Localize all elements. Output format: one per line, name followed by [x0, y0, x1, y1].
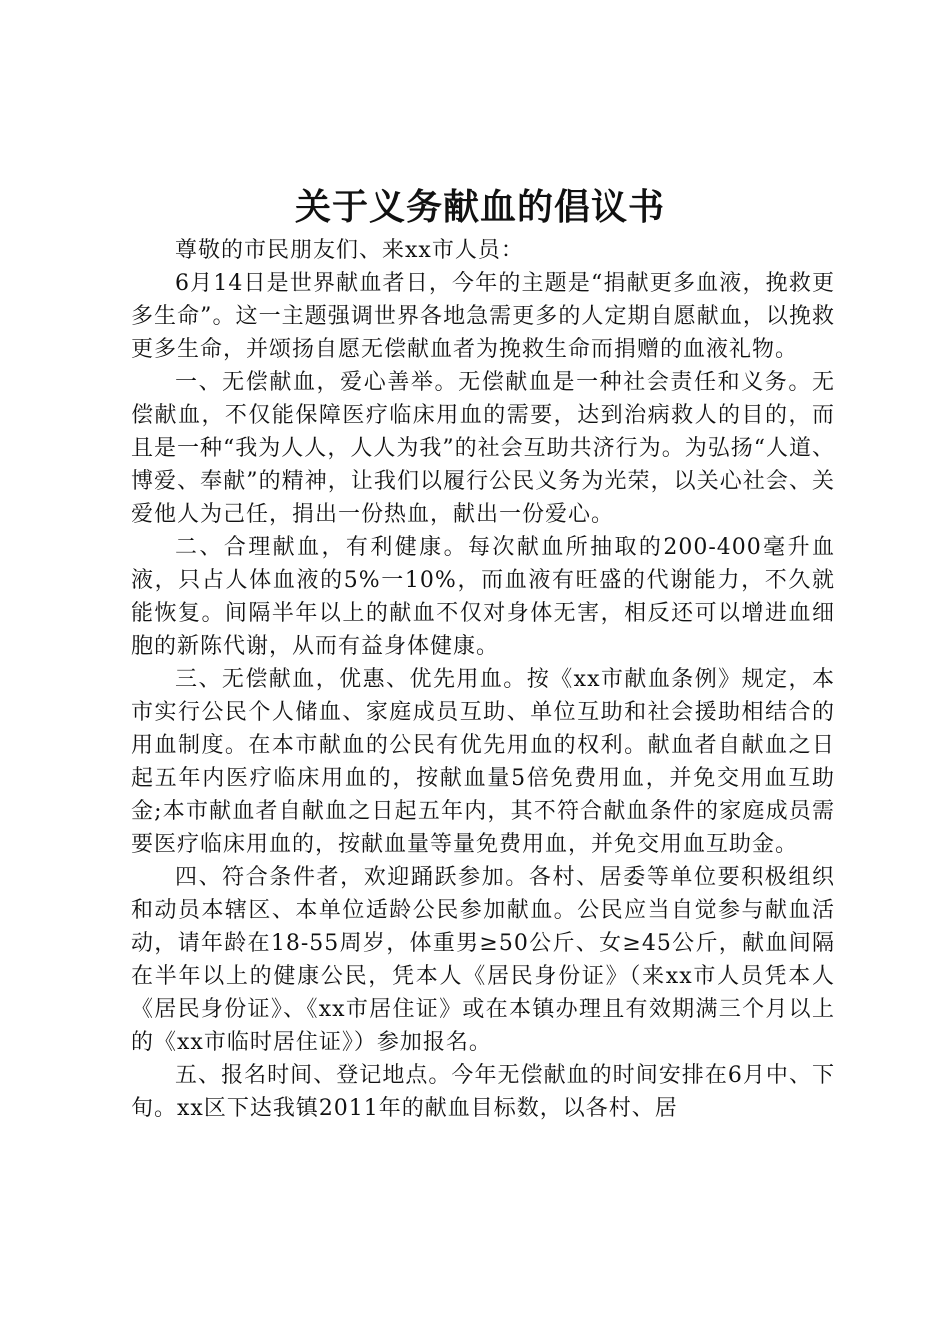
paragraph-section-4: 四、符合条件者，欢迎踊跃参加。各村、居委等单位要积极组织和动员本辖区、本单位适龄公民参加献血。公民应当自觉参与献血活动，请年龄在18-55周岁，体重男≥50公斤、女≥45公斤，献血间隔在半年以上的健康公民，凭本人《居民身份证》（来xx市人员凭本人《居民身份证》、《xx市居住证》或在本镇办理且有效期满三个月以上的《xx市临时居住证》）参加报名。 — [131, 865, 835, 1055]
paragraph-section-1: 一、无偿献血，爱心善举。无偿献血是一种社会责任和义务。无偿献血，不仅能保障医疗临床用血的需要，达到治病救人的目的，而且是一种“我为人人，人人为我”的社会互助共济行为。为弘扬“人道、博爱、奉献”的精神，让我们以履行公民义务为光荣，以关心社会、关爱他人为己任，捐出一份热血，献出一份爱心。 — [131, 370, 835, 527]
paragraph-intro: 6月14日是世界献血者日，今年的主题是“捐献更多血液，挽救更多生命”。这一主题强调世界各地急需更多的人定期自愿献血，以挽救更多生命，并颂扬自愿无偿献血者为挽救生命而捐赠的血液礼物。 — [131, 271, 835, 362]
paragraph-section-2: 二、合理献血，有利健康。每次献血所抽取的200-400毫升血液，只占人体血液的5%一10%，而血液有旺盛的代谢能力，不久就能恢复。间隔半年以上的献血不仅对身体无害，相反还可以增进血细胞的新陈代谢，从而有益身体健康。 — [131, 535, 835, 659]
document-title: 关于义务献血的倡议书 — [294, 187, 665, 228]
paragraph-section-3: 三、无偿献血，优惠、优先用血。按《xx市献血条例》规定，本市实行公民个人储血、家庭成员互助、单位互助和社会援助相结合的用血制度。在本市献血的公民有优先用血的权利。献血者自献血之日起五年内医疗临床用血的，按献血量5倍免费用血，并免交用血互助金;本市献血者自献血之日起五年内，其不符合献血条件的家庭成员需要医疗临床用血的，按献血量等量免费用血，并免交用血互助金。 — [131, 667, 835, 857]
salutation: 尊敬的市民朋友们、来xx市人员： — [175, 238, 524, 263]
paragraph-section-5: 五、报名时间、登记地点。今年无偿献血的时间安排在6月中、下旬。xx区下达我镇2011年的献血目标数，以各村、居 — [131, 1063, 835, 1121]
document-body — [131, 234, 835, 1125]
